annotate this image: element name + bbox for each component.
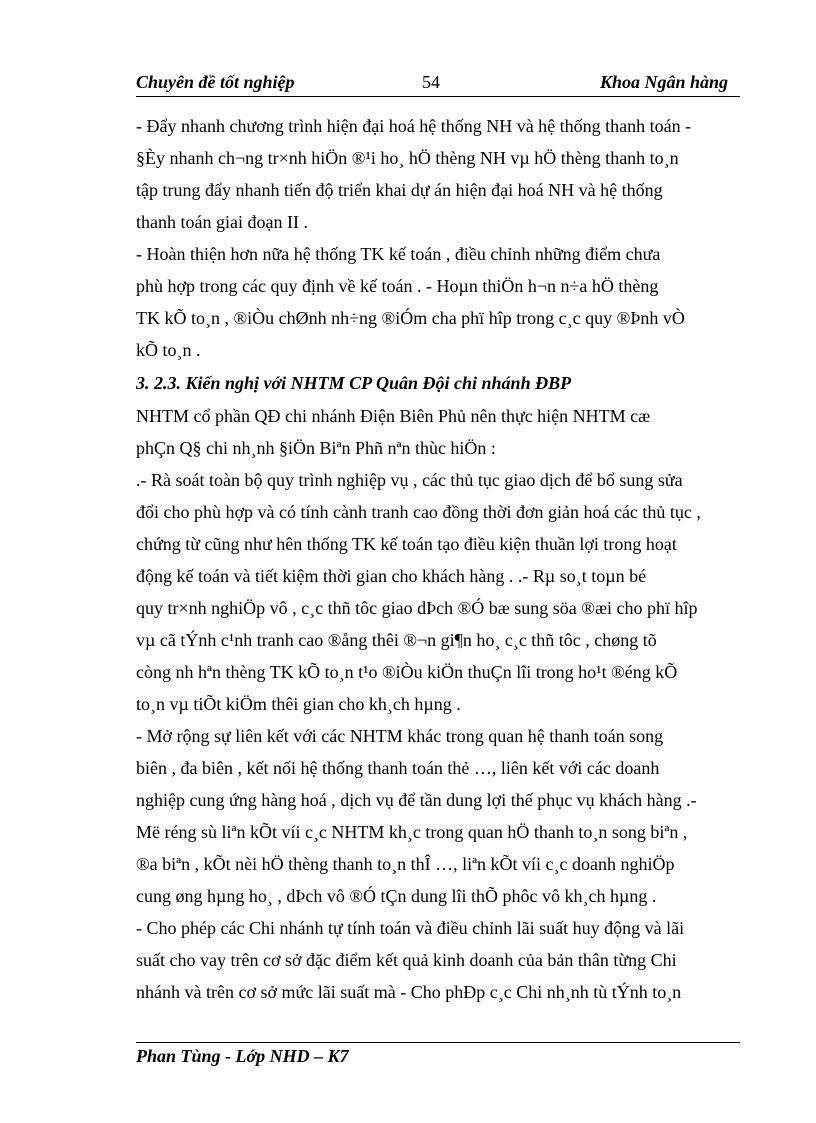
text-line: suất cho vay trên cơ sở đặc điểm kết quả kinh doanh của bản thân từng Chi bbox=[136, 950, 677, 970]
text-line: tập trung đẩy nhanh tiến độ triển khai dự án hiện đại hoá NH và hệ thống bbox=[136, 180, 663, 200]
text-line: kÕ to¸n . bbox=[136, 340, 201, 360]
page-footer: Phan Tùng - Lớp NHD – K7 bbox=[136, 1046, 349, 1066]
page-header bbox=[136, 72, 740, 98]
text-line: quy tr×nh nghiÖp vô , c¸c thñ tôc giao dÞch ®Ó bæ sung söa ®æi cho phï hîp bbox=[136, 598, 698, 618]
text-line: TK kÕ to¸n , ®iÒu chØnh nh÷ng ®iÓm cha phï hîp trong c¸c quy ®Þnh vÒ bbox=[136, 308, 685, 328]
section-heading: 3. 2.3. Kiến nghị với NHTM CP Quân Đội chi nhánh ĐBP bbox=[136, 373, 572, 393]
header-department: Khoa Ngân hàng bbox=[599, 72, 728, 92]
text-line: ®a biªn , kÕt nèi hÖ thèng thanh to¸n thÎ …, liªn kÕt víi c¸c doanh nghiÖp bbox=[136, 854, 675, 874]
text-line: chứng từ cũng như hên thống TK kế toán tạo điều kiện thuần lợi trong hoạt bbox=[136, 534, 677, 554]
text-line: phÇn Q§ chi nh¸nh §iÖn Biªn Phñ nªn thùc hiÖn : bbox=[136, 438, 496, 458]
text-line: NHTM cổ phần QĐ chi nhánh Điện Biên Phủ nên thực hiện NHTM cæ bbox=[136, 406, 651, 426]
text-line: còng nh hªn thèng TK kÕ to¸n t¹o ®iÒu kiÖn thuÇn lîi trong ho¹t ®éng kÕ bbox=[136, 662, 678, 682]
text-line: biên , đa biên , kết nối hệ thống thanh toán thẻ …, liên kết với các doanh bbox=[136, 758, 660, 778]
text-line: phù hợp trong các quy định về kế toán . - Hoµn thiÖn h¬n n÷a hÖ thèng bbox=[136, 276, 659, 296]
text-line: - Đẩy nhanh chương trình hiện đại hoá hệ thống NH và hệ thống thanh toán - bbox=[136, 116, 692, 136]
text-line: vµ cã tÝnh c¹nh tranh cao ®ång thêi ®¬n gi¶n ho¸ c¸c thñ tôc , chøng tõ bbox=[136, 630, 657, 650]
text-line: thanh toán giai đoạn II . bbox=[136, 212, 308, 232]
text-line: cung øng hµng ho¸ , dÞch vô ®Ó tÇn dung lîi thÕ phôc vô kh¸ch hµng . bbox=[136, 886, 657, 906]
footer-rule bbox=[136, 1042, 740, 1043]
text-line: nghiệp cung ứng hàng hoá , dịch vụ để tần dung lợi thế phục vụ khách hàng .- bbox=[136, 790, 697, 810]
text-line: .- Rà soát toàn bộ quy trình nghiệp vụ , các thủ tục giao dịch để bổ sung sửa bbox=[136, 470, 683, 490]
text-line: - Cho phép các Chi nhánh tự tính toán và điều chỉnh lãi suất huy động và lãi bbox=[136, 918, 685, 938]
text-line: nhánh và trên cơ sở mức lãi suất mà - Cho phÐp c¸c Chi nh¸nh tù tÝnh to¸n bbox=[136, 982, 682, 1002]
text-line: - Mở rộng sự liên kết với các NHTM khác trong quan hệ thanh toán song bbox=[136, 726, 664, 746]
text-line: động kế toán và tiết kiệm thời gian cho khách hàng . .- Rµ so¸t toµn bé bbox=[136, 566, 647, 586]
header-rule bbox=[136, 96, 740, 97]
text-line: §Èy nhanh ch¬ng tr×nh hiÖn ®¹i ho¸ hÖ thèng NH vµ hÖ thèng thanh to¸n bbox=[136, 148, 679, 168]
header-title: Chuyên đề tốt nghiệp bbox=[136, 72, 295, 92]
text-line: to¸n vµ tiÕt kiÖm thêi gian cho kh¸ch hµng . bbox=[136, 694, 461, 714]
page-number: 54 bbox=[422, 72, 440, 92]
text-line: đổi cho phù hợp và có tính cành tranh cao đồng thời đơn giản hoá các thủ tục , bbox=[136, 502, 701, 522]
text-line: Më réng sù liªn kÕt víi c¸c NHTM kh¸c trong quan hÖ thanh to¸n song biªn , bbox=[136, 822, 688, 842]
text-line: - Hoàn thiện hơn nữa hệ thống TK kế toán , điều chỉnh những điểm chưa bbox=[136, 244, 661, 264]
